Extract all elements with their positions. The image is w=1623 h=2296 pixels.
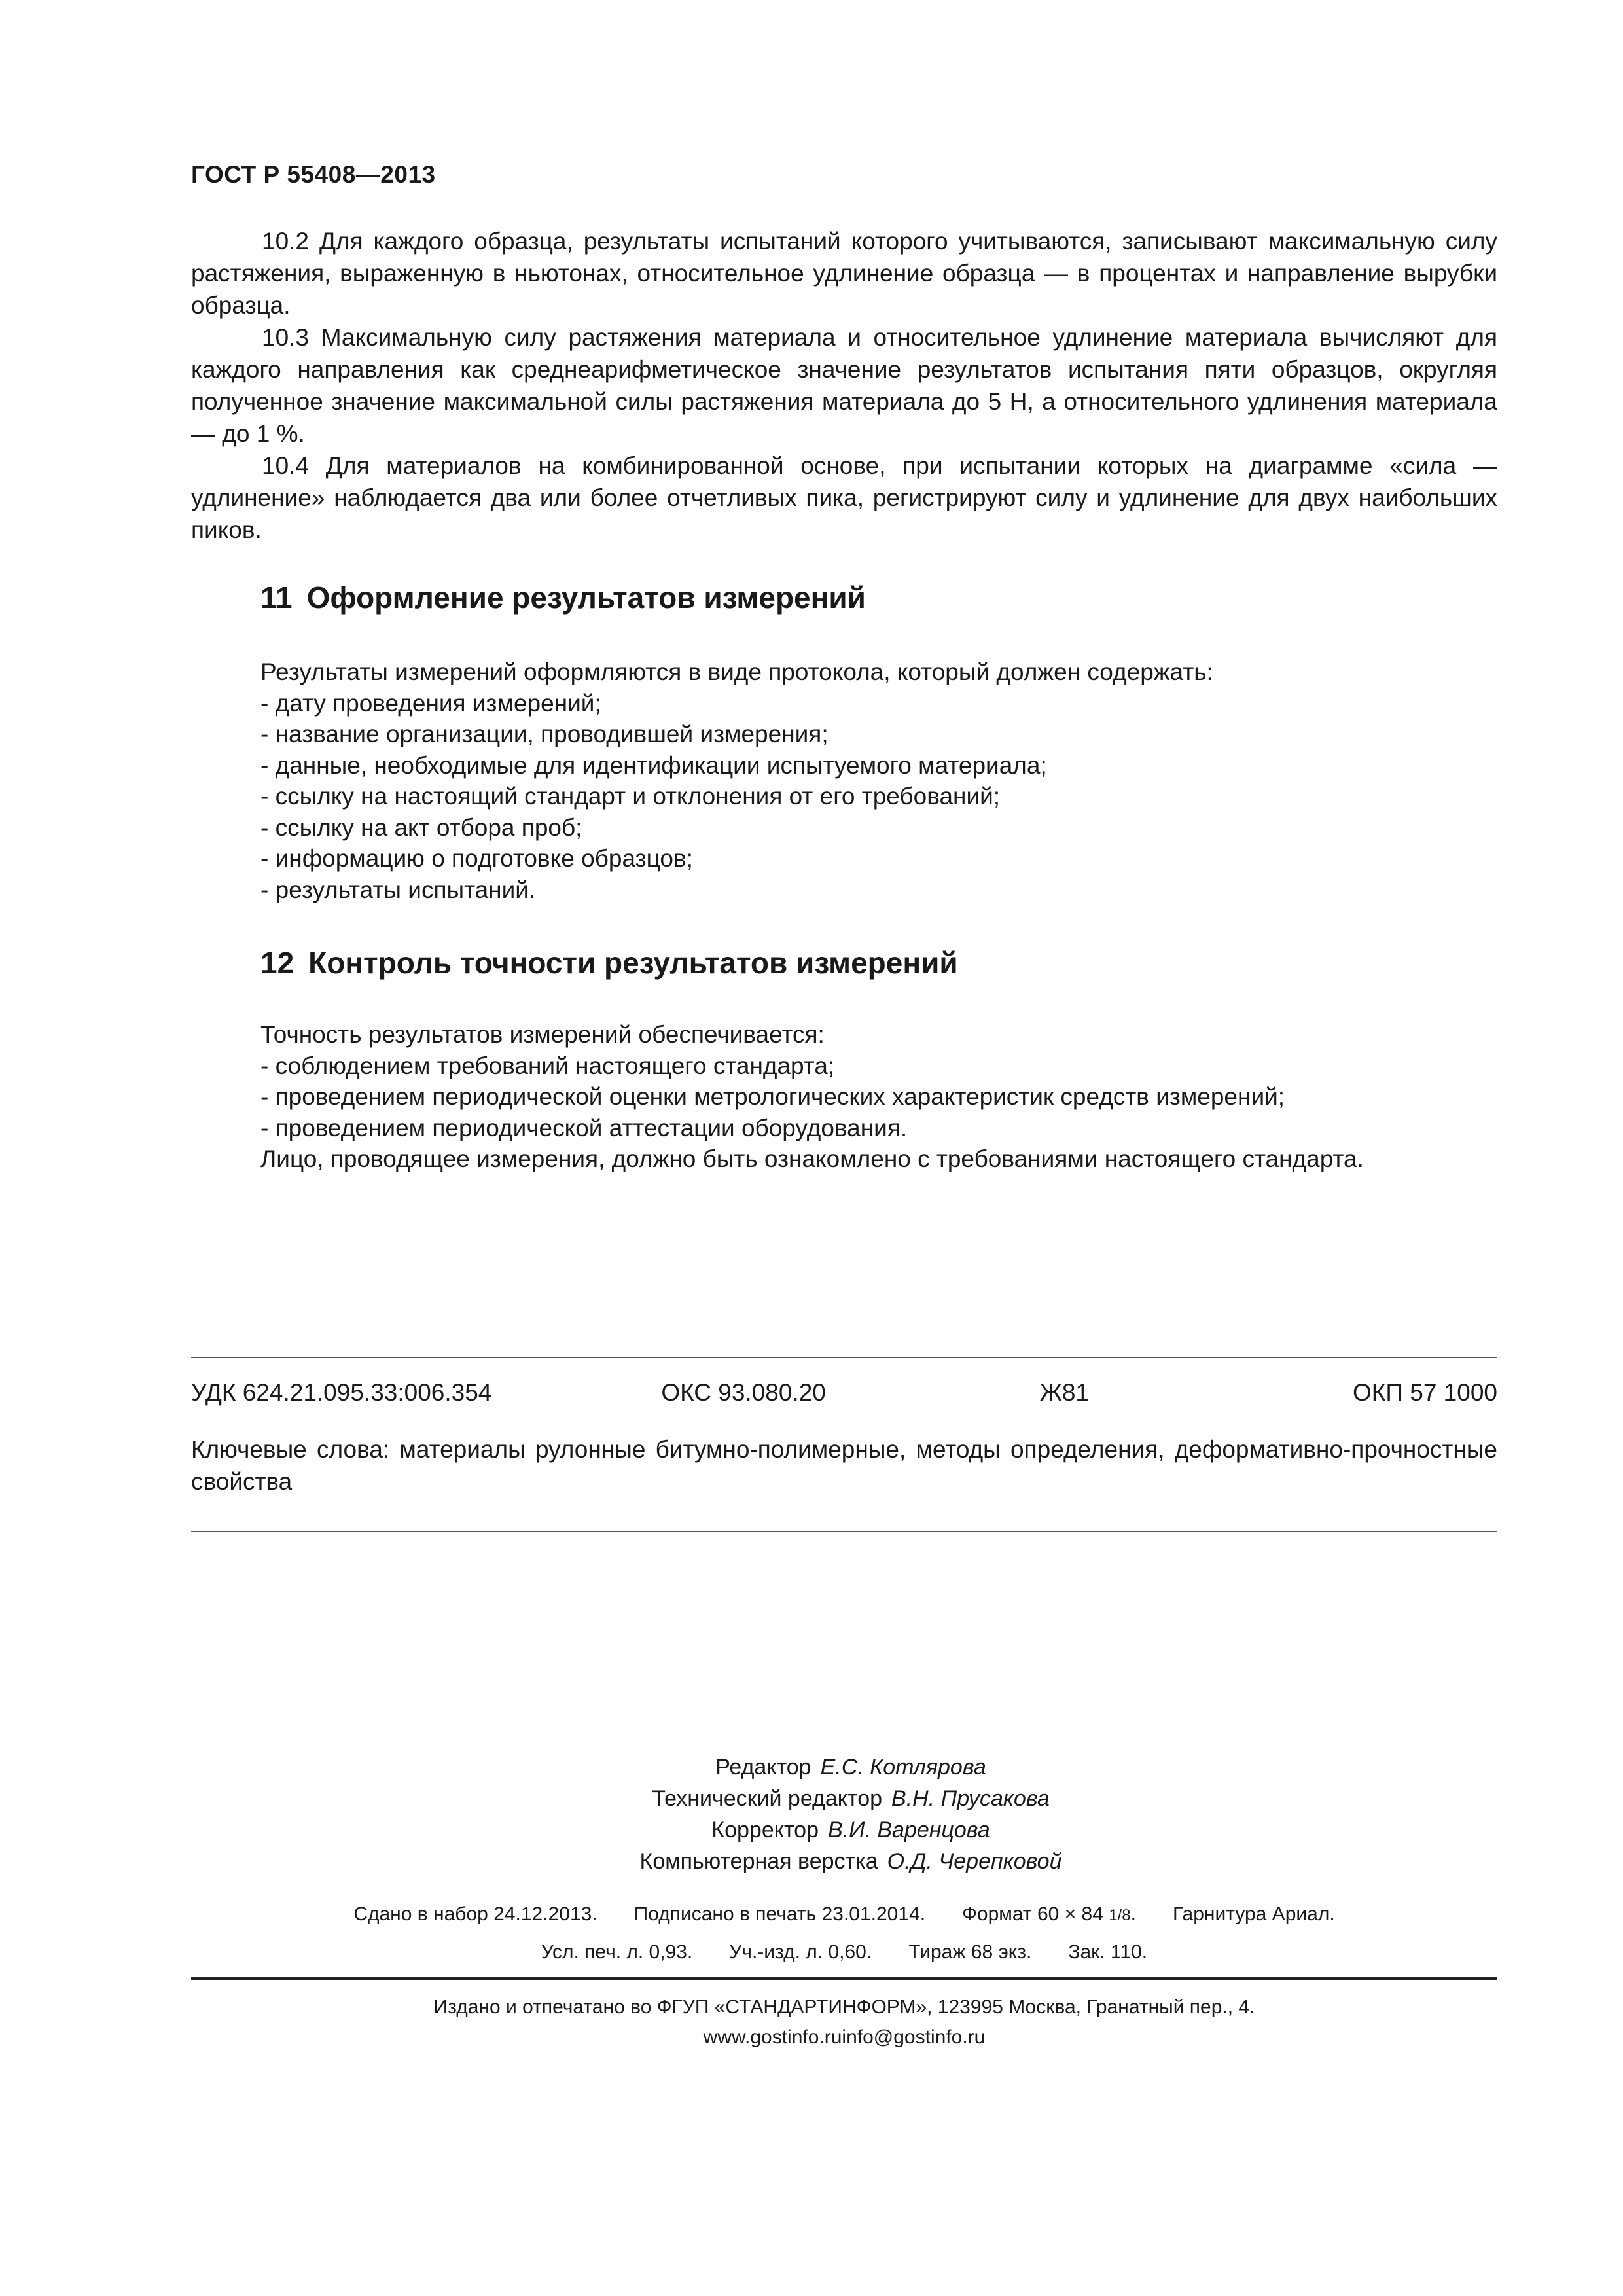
section-11-heading — [260, 580, 866, 615]
print-sheets: Усл. печ. л. 0,93. — [541, 1941, 693, 1963]
list-item: - информацию о подготовке образцов; — [260, 845, 693, 872]
imprint-divider — [191, 1977, 1497, 1980]
section-11-intro: Результаты измерений оформляются в виде протокола, который должен содержать: — [260, 658, 1213, 685]
publisher-website[interactable]: www.gostinfo.ru — [703, 2026, 842, 2048]
imprint-line-1 — [191, 1903, 1497, 1926]
corrector-line — [393, 1814, 1309, 1846]
udk-code: УДК 624.21.095.33:006.354 — [191, 1379, 492, 1406]
section-12-number: 12 — [260, 946, 294, 980]
clause-10-3: 10.3 Максимальную силу растяжения материала и относительное удлинение материала вычисляют для каждого направления как среднеарифметическое значение результатов испытания пяти образцов, округляя полученное значение максимальной силы растяжения материала до 5 Н, а относительного удлинения материала — до 1 %. — [191, 324, 1497, 447]
list-item: - ссылку на акт отбора проб; — [260, 814, 582, 841]
list-item: - результаты испытаний. — [260, 876, 536, 903]
list-item: - проведением периодической аттестации оборудования. — [260, 1114, 908, 1141]
tech-editor-name: В.Н. Прусакова — [891, 1786, 1050, 1811]
order-number: Зак. 110. — [1068, 1941, 1148, 1963]
imprint-line-2 — [191, 1941, 1497, 1964]
group-code: Ж81 — [1039, 1379, 1090, 1406]
submitted-date: Сдано в набор 24.12.2013. — [353, 1903, 597, 1925]
top-divider — [191, 1357, 1497, 1358]
clauses-block — [191, 225, 1497, 546]
pub-sheets: Уч.-изд. л. 0,60. — [729, 1941, 872, 1963]
editor-line — [393, 1751, 1309, 1783]
list-item: - ссылку на настоящий стандарт и отклонения от его требований; — [260, 783, 1001, 810]
section-12-closing: Лицо, проводящее измерения, должно быть ознакомлено с требованиями настоящего стандарта. — [260, 1145, 1364, 1172]
list-item: - дату проведения измерений; — [260, 689, 601, 717]
section-12-intro: Точность результатов измерений обеспечивается: — [260, 1021, 825, 1048]
oks-code: ОКС 93.080.20 — [661, 1379, 826, 1406]
list-item: - соблюдением требований настоящего стандарта; — [260, 1052, 835, 1079]
format-fraction: 1/8 — [1109, 1907, 1131, 1924]
section-12-body — [260, 1019, 1497, 1175]
editor-label: Редактор — [715, 1755, 812, 1780]
list-item: - данные, необходимые для идентификации испытуемого материала; — [260, 751, 1047, 779]
section-12-title: Контроль точности результатов измерений — [308, 946, 958, 980]
layout-label: Компьютерная верстка — [639, 1849, 878, 1874]
section-11-body — [260, 656, 1497, 905]
tech-editor-label: Технический редактор — [652, 1786, 883, 1811]
format-label: Формат 60 × 84 — [962, 1903, 1103, 1925]
corrector-label: Корректор — [711, 1818, 819, 1842]
layout-name: О.Д. Черепковой — [887, 1849, 1062, 1874]
keywords: Ключевые слова: материалы рулонные битумно-полимерные, методы определения, деформативно-прочностные свойства — [191, 1436, 1497, 1495]
list-item: - проведением периодической оценки метрологических характеристик средств измерений; — [260, 1083, 1285, 1110]
clause-10-4: 10.4 Для материалов на комбинированной основе, при испытании которых на диаграмме «сила — удлинение» наблюдается два или более отчетливых пика, регистрируют силу и удлинение для двух наибольших пиков. — [191, 452, 1497, 543]
publisher-email[interactable]: info@gostinfo.ru — [842, 2026, 986, 2048]
publisher-contacts — [191, 2026, 1497, 2049]
signed-date: Подписано в печать 23.01.2014. — [633, 1903, 926, 1925]
list-item: - название организации, проводившей измерения; — [260, 721, 829, 747]
classification-row — [191, 1379, 1497, 1407]
clause-10-2: 10.2 Для каждого образца, результаты испытаний которого учитываются, записывают максимальную силу растяжения, выраженную в ньютонах, относительное удлинение образца — в процентах и направление вырубки образца. — [191, 228, 1497, 319]
document-code: ГОСТ Р 55408—2013 — [191, 161, 436, 188]
okp-code: ОКП 57 1000 — [1353, 1379, 1497, 1406]
typeface: Гарнитура Ариал. — [1172, 1903, 1335, 1925]
section-11-title: Оформление результатов измерений — [306, 581, 866, 615]
corrector-name: В.И. Варенцова — [828, 1818, 990, 1842]
editors-block — [393, 1751, 1309, 1877]
circulation: Тираж 68 экз. — [908, 1941, 1032, 1963]
tech-editor-line — [393, 1783, 1309, 1814]
format-suffix: . — [1130, 1903, 1136, 1925]
editor-name: Е.С. Котлярова — [820, 1755, 986, 1780]
publisher-line: Издано и отпечатано во ФГУП «СТАНДАРТИНФОРМ», 123995 Москва, Гранатный пер., 4. — [433, 1996, 1255, 2018]
layout-line — [393, 1846, 1309, 1877]
section-11-number: 11 — [260, 581, 293, 615]
bottom-divider — [191, 1531, 1497, 1532]
section-12-heading — [260, 945, 958, 980]
